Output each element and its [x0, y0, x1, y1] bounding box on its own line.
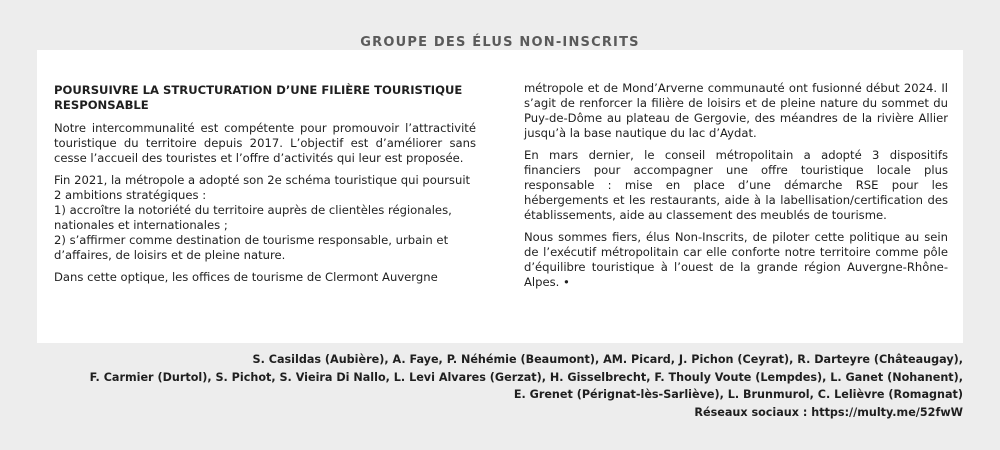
article-paragraph: métropole et de Mond’Arverne communauté ont fusionné début 2024. Il s’agit de renforcer la filière de loisirs et de pleine nature du sommet du Puy-de-Dôme au plateau de Gergovie, des méandres de la rivière Allier jusqu’à la base nautique du lac d’Aydat. — [524, 81, 948, 140]
article-card — [37, 50, 963, 343]
social-link[interactable]: Réseaux sociaux : https://multy.me/52fwW — [694, 405, 963, 419]
article-paragraph: Dans cette optique, les offices de tourisme de Clermont Auvergne — [54, 270, 438, 284]
article-paragraph: En mars dernier, le conseil métropolitain a adopté 3 dispositifs financiers pour accompagner une offre touristique locale plus responsable : mise en place d’une démarche RSE pour les hébergements et les restaurants, aide à la labellisation/certification des établissements, aide au classement des meublés de tourisme. — [524, 148, 948, 222]
article-paragraph: Notre intercommunalité est compétente pour promouvoir l’attractivité touristique du territoire depuis 2017. L’objectif est d’améliorer sans cesse l’accueil des touristes et l’offre d’activités qui leur est proposée. — [54, 121, 476, 165]
signature-line: F. Carmier (Durtol), S. Pichot, S. Vieira Di Nallo, L. Levi Alvares (Gerzat), H. Gisselbrecht, F. Thouly Voute (Lempdes), L. Ganet (Nohanent), — [89, 370, 963, 384]
group-title: GROUPE DES ÉLUS NON-INSCRITS — [360, 35, 640, 50]
article-paragraph: Nous sommes fiers, élus Non-Inscrits, de piloter cette politique au sein de l’exécutif métropolitain car elle conforte notre territoire comme pôle d’équilibre touristique à l’ouest de la grande région Auvergne-Rhône-Alpes. • — [524, 230, 948, 289]
article-left-column — [54, 83, 476, 292]
article-paragraph: Fin 2021, la métropole a adopté son 2e schéma touristique qui poursuit 2 ambitions stratégiques : 1) accroître la notoriété du territoire auprès de clientèles régionales, nationales et internationales ; 2) s’affirmer comme destination de tourisme responsable, urbain et d’affaires, de loisirs et de pleine nature. — [54, 173, 471, 262]
signature-line: S. Casildas (Aubière), A. Faye, P. Néhémie (Beaumont), AM. Picard, J. Pichon (Ceyrat), R. Darteyre (Châteaugay), — [252, 353, 963, 366]
article-heading: POURSUIVRE LA STRUCTURATION D’UNE FILIÈRE TOURISTIQUE RESPONSABLE — [54, 83, 463, 112]
signature-line: E. Grenet (Pérignat-lès-Sarliève), L. Brunmurol, C. Lelièvre (Romagnat) — [513, 388, 963, 401]
article-right-column — [524, 81, 948, 297]
signatures — [90, 351, 963, 421]
